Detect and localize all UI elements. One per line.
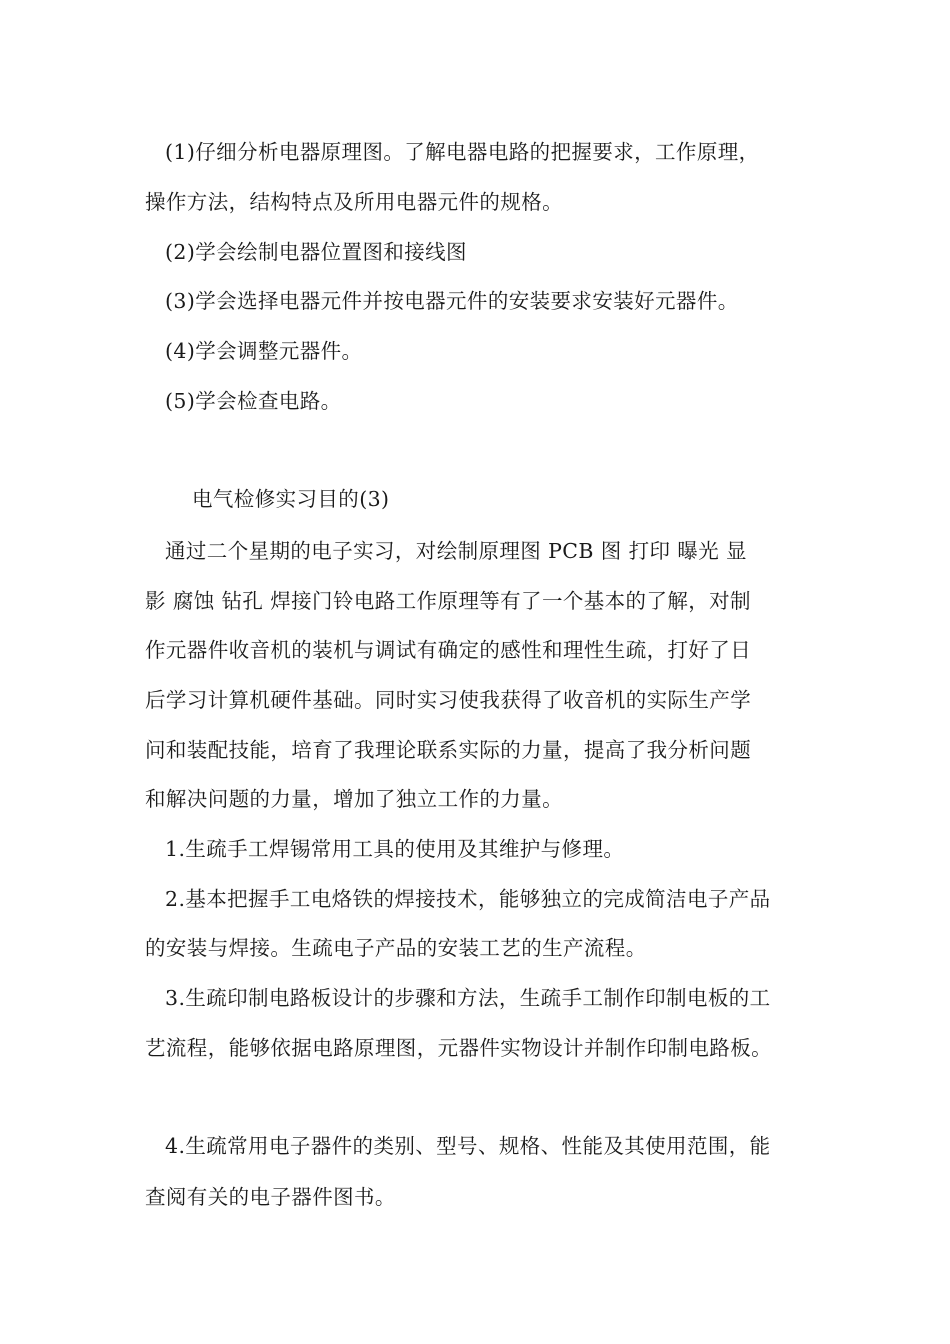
- paragraph-line: 艺流程，能够依据电路原理图，元器件实物设计并制作印制电路板。: [145, 1036, 772, 1060]
- list-item: (3)学会选择电器元件并按电器元件的安装要求安装好元器件。: [165, 289, 739, 313]
- paragraph-line: 作元器件收音机的装机与调试有确定的感性和理性生疏，打好了日: [145, 638, 752, 662]
- section-heading: 电气检修实习目的(3): [192, 487, 390, 511]
- paragraph-line: (1)仔细分析电器原理图。了解电器电路的把握要求，工作原理，: [165, 140, 760, 164]
- paragraph-line: 的安装与焊接。生疏电子产品的安装工艺的生产流程。: [145, 936, 647, 960]
- list-item: 3.生疏印制电路板设计的步骤和方法，生疏手工制作印制电板的工: [165, 986, 771, 1010]
- paragraph-line: 通过二个星期的电子实习，对绘制原理图 PCB 图 打印 曝光 显: [165, 539, 747, 563]
- paragraph-line: 问和装配技能，培育了我理论联系实际的力量，提高了我分析问题: [145, 738, 752, 762]
- list-item: 2.基本把握手工电烙铁的焊接技术，能够独立的完成简洁电子产品: [165, 887, 771, 911]
- paragraph-line: 后学习计算机硬件基础。同时实习使我获得了收音机的实际生产学: [145, 688, 752, 712]
- paragraph-line: 查阅有关的电子器件图书。: [145, 1185, 396, 1209]
- list-item: (5)学会检查电路。: [165, 389, 342, 413]
- paragraph-line: 和解决问题的力量，增加了独立工作的力量。: [145, 787, 563, 811]
- list-item: 1.生疏手工焊锡常用工具的使用及其维护与修理。: [165, 837, 625, 861]
- list-item: (2)学会绘制电器位置图和接线图: [165, 240, 467, 264]
- paragraph-line: 操作方法，结构特点及所用电器元件的规格。: [145, 190, 563, 214]
- list-item: 4.生疏常用电子器件的类别、型号、规格、性能及其使用范围，能: [165, 1134, 771, 1158]
- list-item: (4)学会调整元器件。: [165, 339, 363, 363]
- paragraph-line: 影 腐蚀 钻孔 焊接门铃电路工作原理等有了一个基本的了解，对制: [145, 589, 751, 613]
